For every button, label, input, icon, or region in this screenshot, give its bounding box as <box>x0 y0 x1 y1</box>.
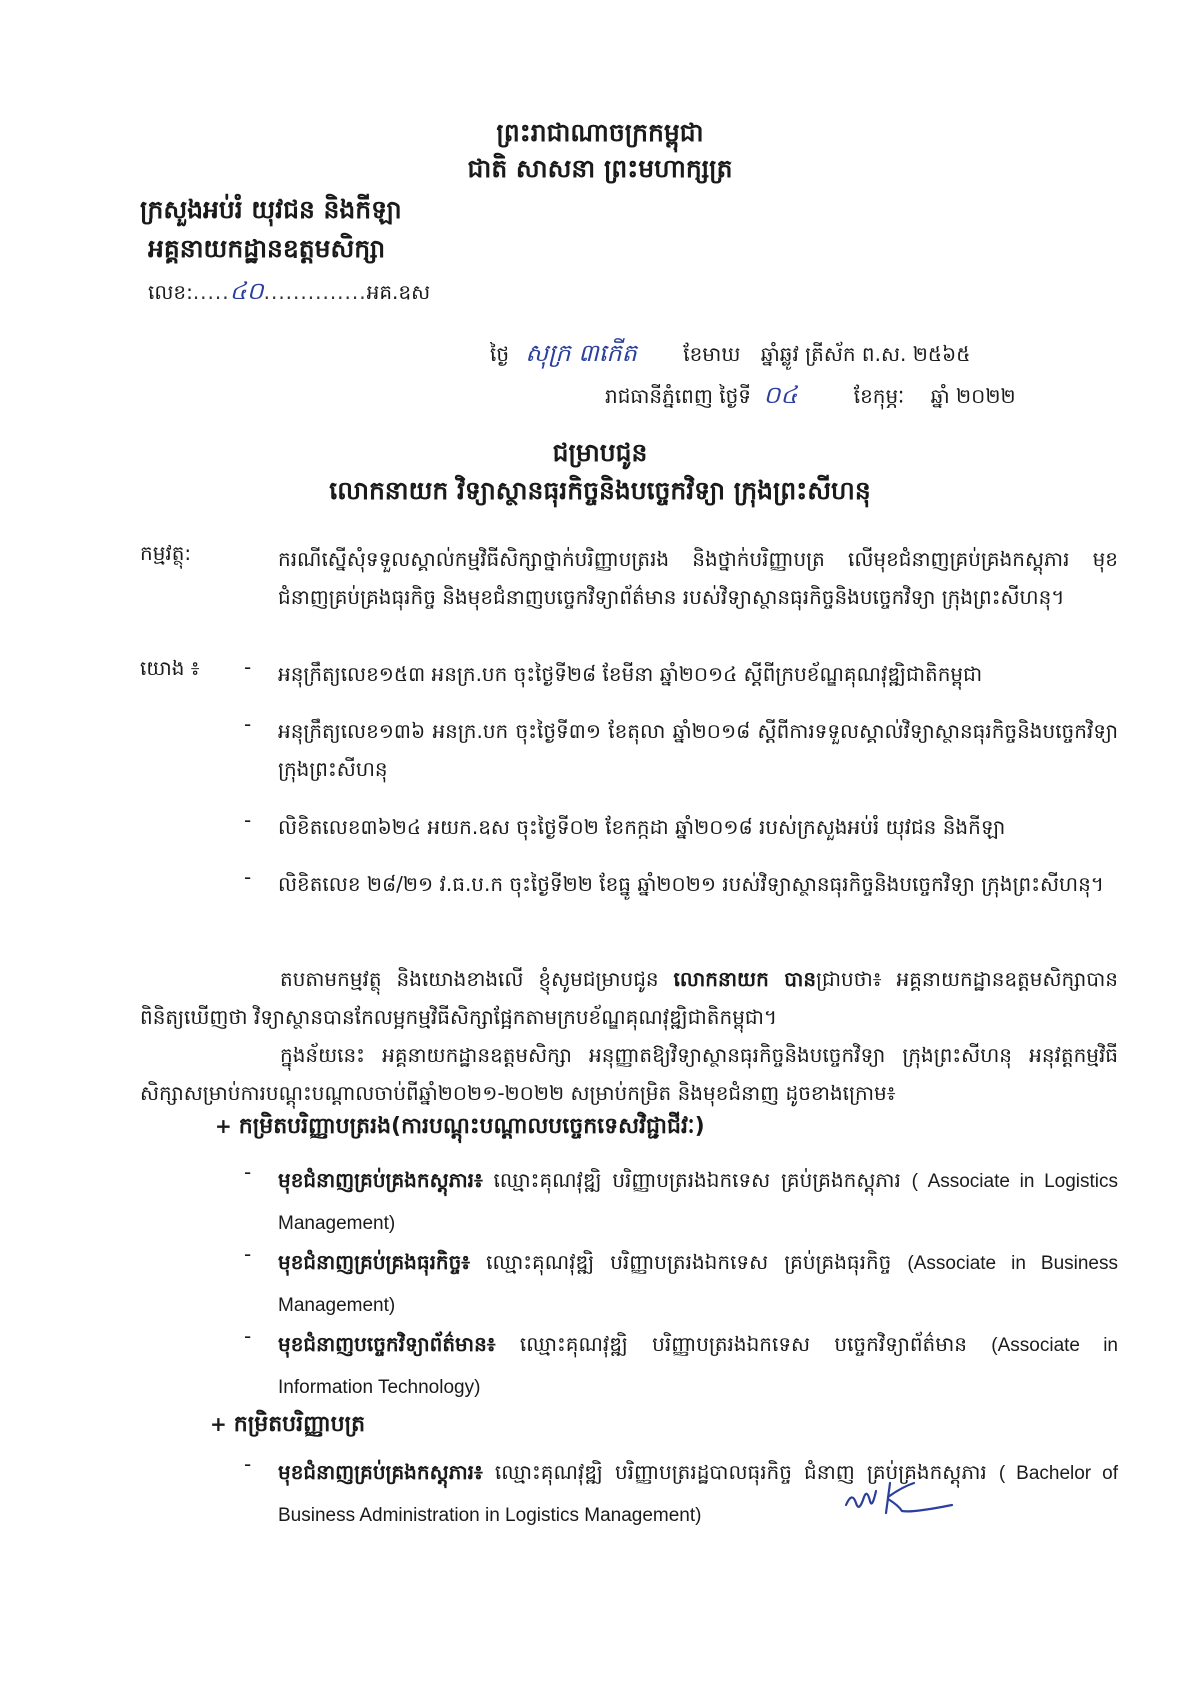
reference-dash-2: - <box>244 712 252 736</box>
lunar-year: ឆ្នាំឆ្លូវ ត្រីស័ក ព.ស. ២៥៦៥ <box>760 342 971 366</box>
recipient-label: ជម្រាបជូន <box>552 438 648 467</box>
reference-dash-4: - <box>244 865 252 889</box>
number-dots-left: ..... <box>192 280 230 304</box>
kingdom-title: ព្រះរាជាណាចក្រកម្ពុជា <box>496 118 704 147</box>
bachelor-dash-1: - <box>244 1452 252 1476</box>
associate-item-logistics <box>278 1160 1118 1244</box>
section-heading-text: កម្រិតបរិញ្ញាបត្ររង(ការបណ្តុះបណ្តាលបច្ចេកទេសវិជ្ជាជីវៈ) <box>238 1114 705 1139</box>
reference-item-1: អនុក្រឹត្យលេខ១៥៣ អនក្រ.បក ចុះថ្ងៃទី២៨ ខែមីនា ឆ្នាំ២០១៤ ស្តីពីក្របខ័ណ្ឌគុណវុឌ្ឍិជាតិកម្ពុជា <box>278 662 983 686</box>
item-text: ឈ្មោះគុណវុឌ្ឍិ បរិញ្ញាបត្ររងឯកទេស គ្រប់គ្រងធុរកិច្ច <box>470 1250 908 1274</box>
body-paragraph-2: ក្នុងន័យនេះ អគ្គនាយកដ្ឋានឧត្តមសិក្សា អនុញ្ញាតឱ្យវិទ្យាស្ថានធុរកិច្ចនិងបច្ចេកវិទ្យា ក្រុងព្រះសីហនុ អនុវត្តកម្មវិធីសិក្សាសម្រាប់ការបណ្តុះបណ្តាលចាប់ពីឆ្នាំ២០២១-២០២២ សម្រាប់កម្រិត និងមុខជំនាញ ដូចខាងក្រោម៖ <box>140 1043 1118 1105</box>
associate-item-business <box>278 1242 1118 1326</box>
subject-text: ករណីស្នើសុំទទួលស្គាល់កម្មវិធីសិក្សាថ្នាក់បរិញ្ញាបត្ររង និងថ្នាក់បរិញ្ញាបត្រ លើមុខជំនាញគ្រប់គ្រងកស្តុភារ មុខជំនាញគ្រប់គ្រងធុរកិច្ច និងមុខជំនាញបច្ចេកវិទ្យាព័ត៌មាន របស់វិទ្យាស្ថានធុរកិច្ចនិងបច្ចេកវិទ្យា ក្រុងព្រះសីហនុ។ <box>278 547 1118 609</box>
reference-item-2: អនុក្រឹត្យលេខ១៣៦ អនក្រ.បក ចុះថ្ងៃទី៣១ ខែតុលា ឆ្នាំ២០១៨ ស្តីពីការទទួលស្គាល់វិទ្យាស្ថានធុរកិច្ចនិងបច្ចេកវិទ្យា ក្រុងព្រះសីហនុ <box>278 719 1118 781</box>
reference-item-3: លិខិតលេខ៣៦២៤ អយក.ឧស ចុះថ្ងៃទី០២ ខែកក្កដា ឆ្នាំ២០១៨ របស់ក្រសួងអប់រំ យុវជន និងកីឡា <box>278 815 1006 839</box>
recipient-name: លោកនាយក វិទ្យាស្ថានធុរកិច្ចនិងបច្ចេកវិទ្យា ក្រុងព្រះសីហនុ <box>329 476 871 505</box>
ministry-name: ក្រសួងអប់រំ យុវជន និងកីឡា <box>140 195 402 224</box>
bachelor-item-logistics <box>278 1452 1118 1536</box>
plus-bullet: + <box>210 1412 227 1436</box>
item-title: មុខជំនាញគ្រប់គ្រងកស្តុភារ៖ <box>278 1168 483 1192</box>
section-associate-heading <box>215 1112 705 1144</box>
date-day: ០៤ <box>763 381 798 409</box>
section-bachelor-heading <box>210 1410 365 1442</box>
para1-bold: លោកនាយក បាន <box>673 967 817 991</box>
para1-end: ជ្រាបថា៖ អគ្គនាយកដ្ឋានឧត្តមសិក្សាបានពិនិត្យឃើញថា វិទ្យាស្ថានបានកែលម្អកម្មវិធីសិក្សាផ្អែកតាមក្របខ័ណ្ឌគុណវុឌ្ឍិជាតិកម្ពុជា។ <box>140 967 1118 1029</box>
associate-dash-3: - <box>244 1324 252 1348</box>
section-heading-text: កម្រិតបរិញ្ញាបត្រ <box>233 1412 366 1437</box>
department-name: អគ្គនាយកដ្ឋានឧត្តមសិក្សា <box>148 234 386 263</box>
body-paragraph-1 <box>140 960 1118 1036</box>
lunar-date <box>490 338 970 373</box>
lunar-month: ខែមាឃ <box>683 342 741 366</box>
associate-dash-2: - <box>244 1242 252 1266</box>
number-value: ៤០ <box>229 277 264 305</box>
lunar-prefix: ថ្ងៃ <box>490 342 510 366</box>
item-title: មុខជំនាញគ្រប់គ្រងកស្តុភារ៖ <box>278 1460 483 1484</box>
signature-initials <box>840 1475 960 1525</box>
lunar-day: សុក្រ ៣កើត <box>525 339 637 367</box>
item-title: មុខជំនាញបច្ចេកវិទ្យាព័ត៌មាន៖ <box>278 1332 496 1356</box>
item-english: (Associate in Business Management) <box>278 1253 1118 1316</box>
reference-dash-1: - <box>244 655 252 679</box>
item-title: មុខជំនាញគ្រប់គ្រងធុរកិច្ច៖ <box>278 1250 471 1274</box>
national-motto: ជាតិ សាសនា ព្រះមហាក្សត្រ <box>467 154 733 183</box>
reference-item-4: លិខិតលេខ ២៨/២១ វ.ធ.ប.ក ចុះថ្ងៃទី២២ ខែធ្នូ ឆ្នាំ២០២១ របស់វិទ្យាស្ថានធុរកិច្ចនិងបច្ចេកវិទ្យា ក្រុងព្រះសីហនុ។ <box>278 872 1104 896</box>
para1-start: តបតាមកម្មវត្ថុ និងយោងខាងលើ ខ្ញុំសូមជម្រាបជូន <box>280 967 674 991</box>
associate-item-it <box>278 1324 1118 1408</box>
item-english: ( Bachelor of Business Administration in Logistics Management) <box>278 1463 1118 1526</box>
item-text: ឈ្មោះគុណវុឌ្ឍិ បរិញ្ញាបត្ររដ្ឋបាលធុរកិច្ច ជំនាញ គ្រប់គ្រងកស្តុភារ <box>482 1460 999 1484</box>
plus-bullet: + <box>215 1114 232 1138</box>
solar-date <box>605 380 1016 415</box>
date-month: ខែកុម្ភៈ <box>853 384 905 408</box>
references-label: យោង ៖ <box>140 656 200 680</box>
date-year: ឆ្នាំ ២០២២ <box>930 384 1016 408</box>
reference-dash-3: - <box>244 808 252 832</box>
associate-dash-1: - <box>244 1160 252 1184</box>
document-number <box>148 276 430 311</box>
item-text: ឈ្មោះគុណវុឌ្ឍិ បរិញ្ញាបត្ររងឯកទេស គ្រប់គ្រងកស្តុភារ <box>482 1168 912 1192</box>
place-prefix: រាជធានីភ្នំពេញ ថ្ងៃទី <box>605 384 752 408</box>
subject-label: កម្មវត្ថុ: <box>140 541 192 565</box>
number-suffix: អគ.ឧស <box>366 280 431 304</box>
item-text: ឈ្មោះគុណវុឌ្ឍិ បរិញ្ញាបត្ររងឯកទេស បច្ចេកវិទ្យាព័ត៌មាន <box>495 1332 992 1356</box>
number-dots-right: .............. <box>263 280 367 304</box>
item-english: (Associate in Information Technology) <box>278 1335 1118 1398</box>
number-label: លេខ: <box>148 280 193 304</box>
item-english: ( Associate in Logistics Management) <box>278 1171 1119 1234</box>
